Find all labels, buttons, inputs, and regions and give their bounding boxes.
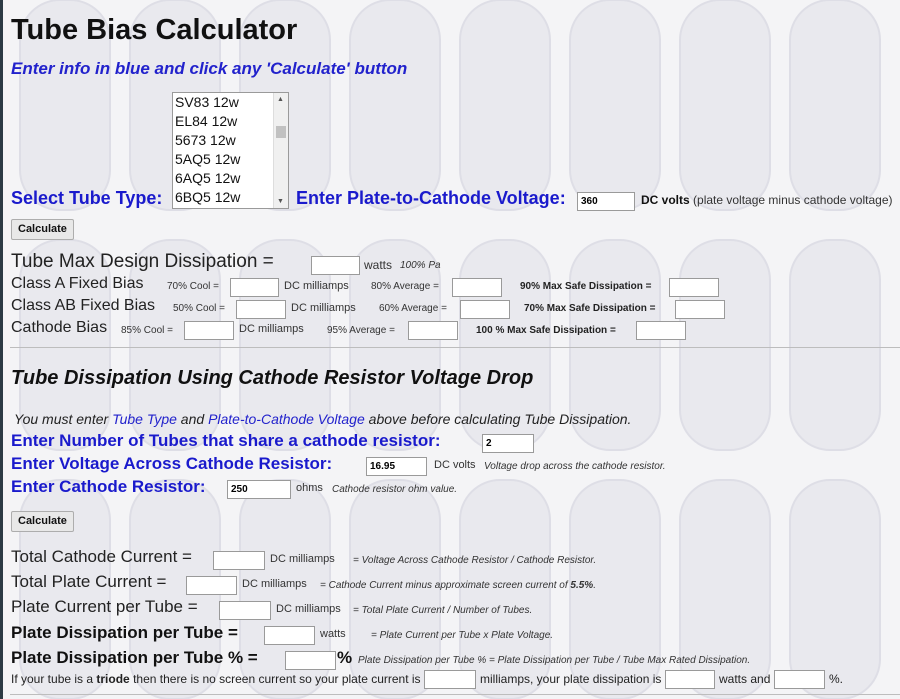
section2-title: Tube Dissipation Using Cathode Resistor Voltage Drop (11, 367, 534, 389)
class-a-avg-output[interactable] (452, 278, 502, 297)
total-cathode-unit: DC milliamps (270, 553, 335, 565)
triode-dissipation-output[interactable] (665, 670, 715, 689)
total-plate-note-bold: 5.5% (570, 580, 594, 591)
max-dissipation-note: 100% Pa (400, 260, 441, 271)
page-subtitle: Enter info in blue and click any 'Calculate' button (11, 59, 408, 78)
cathode-resistor-input[interactable] (227, 480, 291, 499)
note-suffix: above before calculating Tube Dissipation. (364, 411, 632, 427)
diss-pct-unit: % (337, 648, 353, 667)
cathode-resistor-unit: ohms (296, 482, 323, 494)
cathode-voltage-input[interactable] (366, 457, 427, 476)
triode-mid: then there is no screen current so your plate current is (129, 672, 421, 686)
class-ab-unit: DC milliamps (291, 302, 356, 314)
plate-voltage-input[interactable] (577, 192, 635, 211)
tube-option[interactable]: EL84 12w (175, 113, 238, 129)
triode-text (11, 672, 421, 686)
class-a-safe-label: 90% Max Safe Dissipation = (520, 281, 652, 292)
plate-voltage-note: (plate voltage minus cathode voltage) (693, 193, 893, 207)
tube-option[interactable]: SV83 12w (175, 94, 239, 110)
note-prefix: You must enter (14, 411, 113, 427)
diss-per-tube-unit: watts (320, 628, 346, 640)
cathode-voltage-unit: DC volts (434, 459, 476, 471)
calculate-button-top[interactable]: Calculate (11, 219, 74, 240)
note-plate-voltage: Plate-to-Cathode Voltage (208, 411, 365, 427)
cathode-voltage-note: Voltage drop across the cathode resistor. (484, 461, 666, 472)
plate-per-tube-note: = Total Plate Current / Number of Tubes. (353, 605, 533, 616)
plate-per-tube-label: Plate Current per Tube = (11, 597, 198, 616)
plate-per-tube-output[interactable] (219, 601, 271, 620)
tube-option[interactable]: 5AQ5 12w (175, 151, 241, 167)
tube-type-listbox[interactable] (172, 92, 289, 209)
cathode-unit: DC milliamps (239, 323, 304, 335)
max-dissipation-unit: watts (364, 258, 393, 272)
cathode-avg-output[interactable] (408, 321, 458, 340)
diss-per-tube-label: Plate Dissipation per Tube = (11, 623, 238, 642)
diss-pct-note: Plate Dissipation per Tube % = Plate Dissipation per Tube / Tube Max Rated Dissipation. (358, 655, 751, 666)
section2-note (14, 411, 631, 427)
listbox-scrollbar[interactable] (273, 93, 288, 208)
page-title: Tube Bias Calculator (11, 14, 298, 46)
total-plate-output[interactable] (186, 576, 237, 595)
bottom-divider (10, 694, 900, 695)
max-dissipation-output[interactable] (311, 256, 360, 275)
triode-pct-output[interactable] (774, 670, 825, 689)
max-dissipation-label: Tube Max Design Dissipation = (11, 251, 274, 272)
tube-option[interactable]: 5673 12w (175, 132, 236, 148)
plate-voltage-unit: DC volts (641, 193, 690, 207)
class-a-unit: DC milliamps (284, 280, 349, 292)
cathode-safe-label: 100 % Max Safe Dissipation = (476, 325, 616, 336)
class-a-safe-output[interactable] (669, 278, 719, 297)
total-plate-label: Total Plate Current = (11, 572, 167, 591)
triode-bold: triode (96, 672, 130, 686)
triode-unit3: %. (829, 672, 844, 686)
class-a-cool-output[interactable] (230, 278, 279, 297)
cathode-resistor-label: Enter Cathode Resistor: (11, 477, 206, 496)
class-ab-safe-output[interactable] (675, 300, 725, 319)
plate-voltage-label: Enter Plate-to-Cathode Voltage: (296, 188, 566, 208)
total-plate-unit: DC milliamps (242, 578, 307, 590)
class-ab-safe-label: 70% Max Safe Dissipation = (524, 303, 656, 314)
total-cathode-note: = Voltage Across Cathode Resistor / Cathode Resistor. (353, 555, 597, 566)
calculate-button-bottom[interactable]: Calculate (11, 511, 74, 532)
tube-option[interactable]: 6AQ5 12w (175, 170, 241, 186)
total-plate-note-pre: = Cathode Current minus approximate screen current of (320, 580, 571, 591)
cathode-avg-label: 95% Average = (327, 325, 395, 336)
diss-pct-output[interactable] (285, 651, 336, 670)
class-a-label: Class A Fixed Bias (11, 275, 144, 292)
scrollbar-thumb[interactable] (276, 126, 286, 138)
tube-type-label: Select Tube Type: (11, 188, 163, 208)
total-plate-note (320, 580, 596, 591)
class-ab-avg-output[interactable] (460, 300, 510, 319)
triode-current-output[interactable] (424, 670, 476, 689)
cathode-cool-label: 85% Cool = (121, 325, 173, 336)
cathode-cool-output[interactable] (184, 321, 234, 340)
class-a-avg-label: 80% Average = (371, 281, 439, 292)
num-tubes-label: Enter Number of Tubes that share a cathode resistor: (11, 431, 441, 450)
total-cathode-output[interactable] (213, 551, 265, 570)
num-tubes-input[interactable] (482, 434, 534, 453)
scroll-up-icon[interactable]: ▲ (277, 96, 284, 103)
note-tube-type: Tube Type (112, 411, 177, 427)
plate-voltage-unit-group (641, 193, 892, 207)
tube-option[interactable]: 6BQ5 12w (175, 189, 241, 205)
cathode-resistor-note: Cathode resistor ohm value. (332, 484, 458, 495)
scroll-down-icon[interactable]: ▼ (277, 198, 284, 205)
plate-per-tube-unit: DC milliamps (276, 603, 341, 615)
diss-per-tube-note: = Plate Current per Tube x Plate Voltage. (371, 630, 554, 641)
class-ab-cool-label: 50% Cool = (173, 303, 225, 314)
divider (10, 347, 900, 348)
class-a-cool-label: 70% Cool = (167, 281, 219, 292)
cathode-safe-output[interactable] (636, 321, 686, 340)
class-ab-label: Class AB Fixed Bias (11, 297, 156, 314)
class-ab-cool-output[interactable] (236, 300, 286, 319)
class-ab-avg-label: 60% Average = (379, 303, 447, 314)
cathode-voltage-label: Enter Voltage Across Cathode Resistor: (11, 454, 333, 473)
triode-unit2: watts and (719, 672, 771, 686)
triode-pre: If your tube is a (11, 672, 97, 686)
total-plate-note-post: . (593, 580, 596, 591)
total-cathode-label: Total Cathode Current = (11, 547, 192, 566)
diss-pct-label: Plate Dissipation per Tube % = (11, 648, 258, 667)
note-and: and (176, 411, 209, 427)
cathode-bias-label: Cathode Bias (11, 319, 108, 336)
diss-per-tube-output[interactable] (264, 626, 315, 645)
triode-unit1: milliamps, your plate dissipation is (480, 672, 662, 686)
